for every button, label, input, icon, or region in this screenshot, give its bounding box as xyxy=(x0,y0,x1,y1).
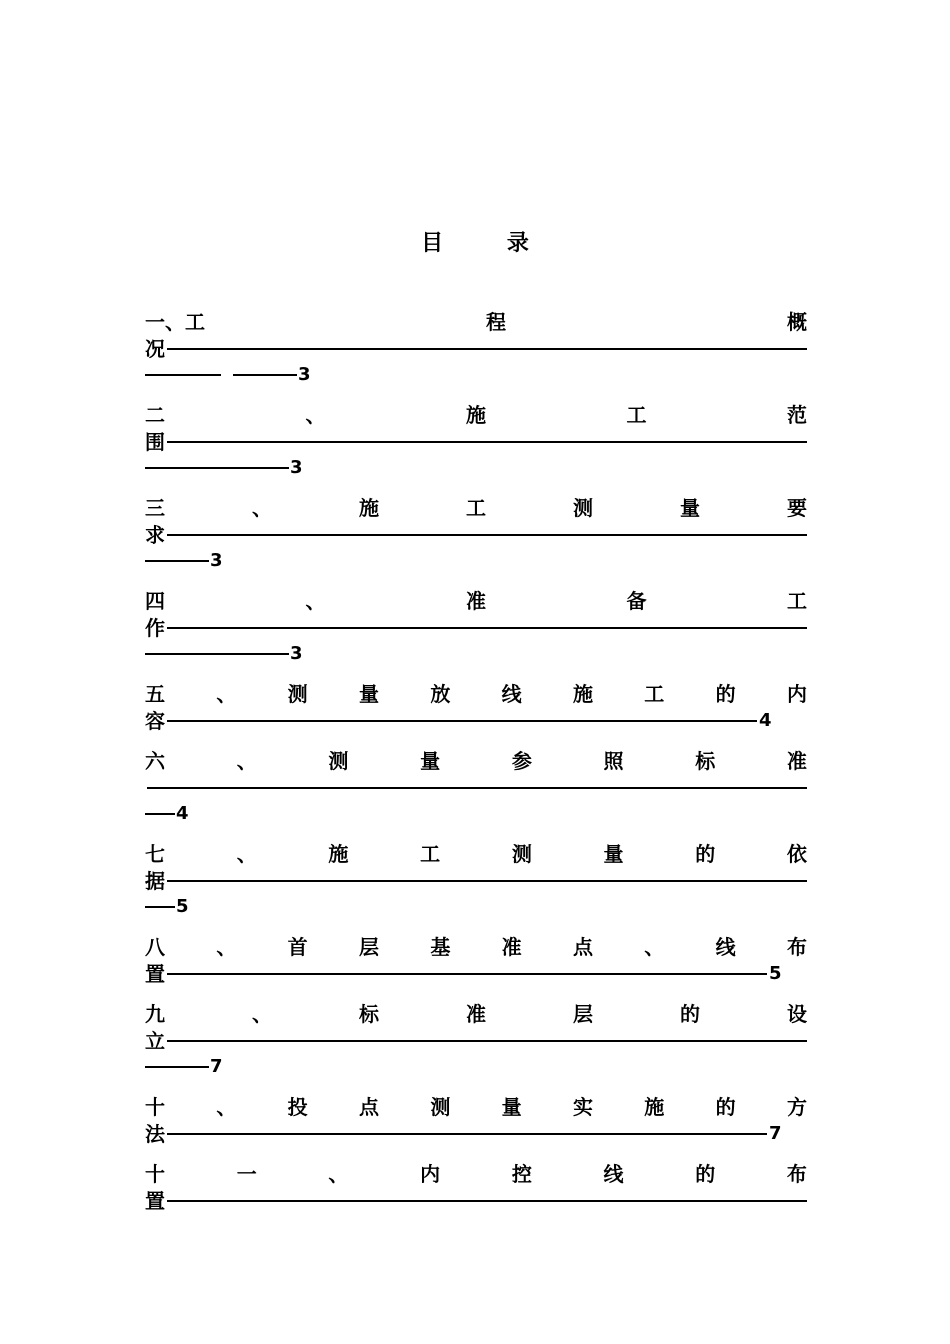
toc-heading-char: 层 xyxy=(573,1002,593,1026)
page-number: 5 xyxy=(769,963,782,984)
toc-leader-line xyxy=(145,336,807,362)
leader-dash xyxy=(145,374,221,376)
toc-heading-char: 控 xyxy=(511,1162,532,1186)
toc-heading-char: 量 xyxy=(420,749,441,773)
toc-heading-char: 四 xyxy=(145,589,165,613)
toc-leader-line xyxy=(145,615,807,641)
toc-heading-last-char: 容 xyxy=(145,709,165,733)
leader-dash xyxy=(167,1133,767,1135)
toc-heading-char: 线 xyxy=(603,1162,624,1186)
toc-entry[interactable] xyxy=(145,1160,807,1214)
toc-heading-char: 标 xyxy=(359,1002,379,1026)
page-number: 3 xyxy=(290,643,303,664)
toc-heading-char: 七 xyxy=(145,842,165,866)
toc-heading-char: 施 xyxy=(328,842,349,866)
toc-entry-heading xyxy=(145,680,807,708)
toc-entry[interactable] xyxy=(145,494,807,574)
toc-heading-char: 测 xyxy=(328,749,349,773)
toc-heading-char: 的 xyxy=(680,1002,700,1026)
toc-heading-char: 层 xyxy=(358,935,379,959)
leader-dash xyxy=(167,627,807,629)
toc-entry-heading xyxy=(145,587,807,615)
toc-heading-char: 布 xyxy=(786,935,807,959)
toc-heading-char: 、 xyxy=(236,842,257,866)
toc-heading-char: 参 xyxy=(511,749,532,773)
leader-dash xyxy=(145,467,289,469)
toc-leader-line xyxy=(145,961,807,987)
toc-heading-char: 工 xyxy=(626,403,647,427)
page-number: 7 xyxy=(210,1056,223,1077)
toc-entry-heading xyxy=(145,401,807,429)
toc-heading-char: 、 xyxy=(252,496,272,520)
toc-heading-last-char: 法 xyxy=(145,1122,165,1146)
toc-heading-char: 程 xyxy=(486,310,506,334)
toc-heading-char: 首 xyxy=(287,935,308,959)
toc-entry-heading xyxy=(145,840,807,868)
toc-leader-continuation xyxy=(145,455,807,481)
toc-entry[interactable] xyxy=(145,401,807,481)
toc-heading-char: 照 xyxy=(603,749,624,773)
toc-heading-char: 量 xyxy=(680,496,700,520)
toc-entry[interactable] xyxy=(145,1000,807,1080)
toc-heading-char: 线 xyxy=(501,682,522,706)
toc-heading-last-char: 围 xyxy=(145,430,165,454)
toc-entry[interactable] xyxy=(145,308,807,388)
toc-heading-char: 准 xyxy=(501,935,522,959)
toc-entry-heading xyxy=(145,308,807,336)
toc-leader-continuation xyxy=(145,894,807,920)
toc-entry-heading xyxy=(145,494,807,522)
toc-heading-char: 施 xyxy=(359,496,379,520)
toc-heading-char: 、 xyxy=(328,1162,349,1186)
toc-leader-line xyxy=(145,708,807,734)
toc-heading-char: 测 xyxy=(430,1095,451,1119)
toc-heading-char: 备 xyxy=(626,589,647,613)
leader-dash xyxy=(167,1040,807,1042)
leader-dash xyxy=(167,441,807,443)
toc-heading-char: 的 xyxy=(695,842,716,866)
toc-heading-char: 、 xyxy=(305,589,326,613)
toc-entry-heading xyxy=(145,933,807,961)
toc-heading-char: 、 xyxy=(216,682,237,706)
page-number: 4 xyxy=(176,803,189,824)
leader-dash xyxy=(147,787,807,789)
toc-heading-char: 投 xyxy=(287,1095,308,1119)
leader-dash xyxy=(145,813,175,815)
toc-heading-last-char: 求 xyxy=(145,523,165,547)
toc-heading-char: 工 xyxy=(466,496,486,520)
toc-heading-char: 测 xyxy=(573,496,593,520)
toc-heading-char: 、 xyxy=(644,935,665,959)
toc-heading-char: 内 xyxy=(420,1162,441,1186)
leader-dash xyxy=(145,653,289,655)
leader-dash xyxy=(167,973,767,975)
toc-heading-char: 五 xyxy=(145,682,165,706)
toc-entry[interactable] xyxy=(145,1093,807,1147)
toc-heading-char: 的 xyxy=(695,1162,716,1186)
toc-heading-last-char: 置 xyxy=(145,962,165,986)
toc-heading-char: 十 xyxy=(145,1095,165,1119)
toc-entry[interactable] xyxy=(145,933,807,987)
toc-heading-char: 三 xyxy=(145,496,165,520)
toc-heading-char: 测 xyxy=(287,682,308,706)
toc-leader-line xyxy=(145,775,807,801)
leader-dash xyxy=(233,374,297,376)
toc-heading-char: 、 xyxy=(216,1095,237,1119)
toc-heading-char: 要 xyxy=(787,496,807,520)
page-number: 4 xyxy=(759,710,772,731)
toc-heading-char: 放 xyxy=(430,682,451,706)
toc-heading-char: 施 xyxy=(644,1095,665,1119)
page-number: 3 xyxy=(290,457,303,478)
toc-entry[interactable] xyxy=(145,680,807,734)
page-number: 3 xyxy=(298,364,311,385)
toc-heading-last-char: 作 xyxy=(145,616,165,640)
toc-entry[interactable] xyxy=(145,747,807,827)
toc-leader-line xyxy=(145,1188,807,1214)
page-title: 目 录 xyxy=(421,230,557,256)
toc-leader-continuation xyxy=(145,362,807,388)
toc-heading-char: 八 xyxy=(145,935,165,959)
toc-heading-char: 布 xyxy=(786,1162,807,1186)
toc-entry[interactable] xyxy=(145,840,807,920)
toc-heading-char: 测 xyxy=(511,842,532,866)
toc-leader-continuation xyxy=(145,548,807,574)
toc-heading-char: 准 xyxy=(466,589,486,613)
toc-heading-char: 范 xyxy=(787,403,807,427)
toc-heading-last-char: 据 xyxy=(145,869,165,893)
leader-dash xyxy=(167,1200,807,1202)
toc-leader-continuation xyxy=(145,1054,807,1080)
toc-heading-char: 施 xyxy=(572,682,593,706)
toc-heading-char: 一、工 xyxy=(145,310,205,334)
toc-heading-char: 概 xyxy=(787,310,807,334)
toc-leader-line xyxy=(145,1121,807,1147)
toc-heading-char: 方 xyxy=(786,1095,807,1119)
toc-heading-char: 准 xyxy=(786,749,807,773)
toc-heading-char: 依 xyxy=(786,842,807,866)
toc-heading-char: 二 xyxy=(145,403,165,427)
toc-heading-last-char: 立 xyxy=(145,1029,165,1053)
leader-dash xyxy=(167,534,807,536)
toc-heading-char: 准 xyxy=(466,1002,486,1026)
toc-heading-char: 、 xyxy=(252,1002,272,1026)
leader-dash xyxy=(145,560,209,562)
toc-heading-char: 标 xyxy=(695,749,716,773)
toc-heading-char: 内 xyxy=(786,682,807,706)
toc-heading-char: 六 xyxy=(145,749,165,773)
toc-heading-char: 点 xyxy=(358,1095,379,1119)
toc-entry[interactable] xyxy=(145,587,807,667)
toc-heading-char: 的 xyxy=(715,1095,736,1119)
leader-dash xyxy=(145,906,175,908)
toc-heading-char: 的 xyxy=(715,682,736,706)
toc-leader-continuation xyxy=(145,641,807,667)
toc-heading-char: 、 xyxy=(305,403,326,427)
leader-dash xyxy=(167,348,807,350)
page-number: 5 xyxy=(176,896,189,917)
toc-entry-heading xyxy=(145,1160,807,1188)
page-number: 7 xyxy=(769,1123,782,1144)
toc-heading-char: 、 xyxy=(236,749,257,773)
toc-heading-char: 九 xyxy=(145,1002,165,1026)
toc-heading-char: 设 xyxy=(787,1002,807,1026)
page-number: 3 xyxy=(210,550,223,571)
toc-leader-line xyxy=(145,868,807,894)
toc-heading-char: 工 xyxy=(787,589,807,613)
leader-dash xyxy=(167,880,807,882)
toc-heading-char: 工 xyxy=(420,842,441,866)
toc-heading-char: 线 xyxy=(715,935,736,959)
toc-heading-char: 、 xyxy=(216,935,237,959)
toc-heading-last-char: 置 xyxy=(145,1189,165,1213)
toc-heading-char: 基 xyxy=(430,935,451,959)
toc-leader-line xyxy=(145,429,807,455)
toc-heading-char: 一 xyxy=(236,1162,257,1186)
toc-heading-char: 量 xyxy=(501,1095,522,1119)
toc-entry-heading xyxy=(145,747,807,775)
toc-entry-heading xyxy=(145,1000,807,1028)
toc-leader-continuation xyxy=(145,801,807,827)
leader-dash xyxy=(167,720,757,722)
toc-heading-char: 工 xyxy=(644,682,665,706)
toc-heading-char: 十 xyxy=(145,1162,165,1186)
toc-heading-last-char: 况 xyxy=(145,337,165,361)
toc-leader-line xyxy=(145,1028,807,1054)
toc-entry-heading xyxy=(145,1093,807,1121)
toc-heading-char: 点 xyxy=(572,935,593,959)
toc-leader-line xyxy=(145,522,807,548)
leader-dash xyxy=(145,1066,209,1068)
toc-heading-char: 施 xyxy=(466,403,486,427)
toc-heading-char: 量 xyxy=(603,842,624,866)
toc-heading-char: 量 xyxy=(358,682,379,706)
toc-heading-char: 实 xyxy=(572,1095,593,1119)
